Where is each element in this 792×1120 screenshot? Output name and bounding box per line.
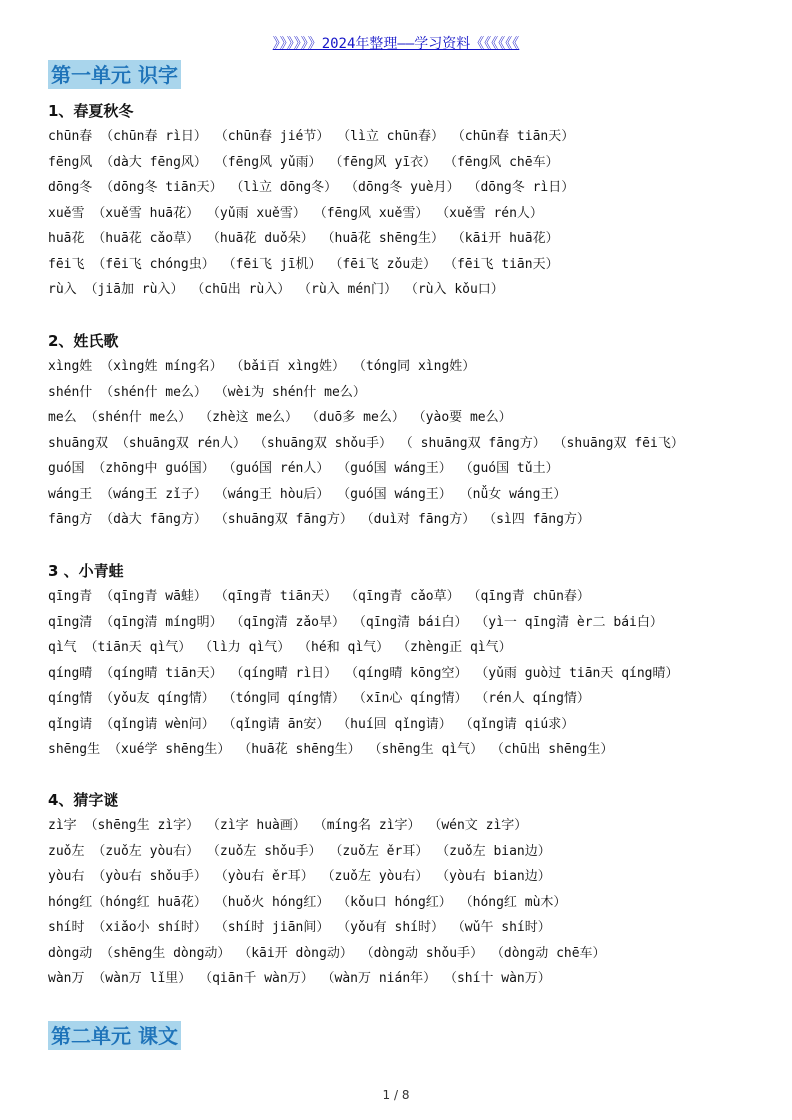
- vocab-line: zuǒ左 （zuǒ左 yòu右） （zuǒ左 shǒu手） （zuǒ左 ěr耳） （zuǒ左 bian边）: [48, 843, 551, 859]
- page-number: 1 / 8: [382, 1088, 410, 1102]
- vocab-line: qīng清 （qīng清 míng明） （qīng清 zǎo早） （qīng清 bái白） （yì一 qīng清 èr二 bái白）: [48, 614, 663, 630]
- vocab-line: wàn万 （wàn万 lǐ里） （qiān千 wàn万） （wàn万 nián年） （shí十 wàn万）: [48, 971, 551, 986]
- vocab-line: hóng红（hóng红 huā花） （huǒ火 hóng红） （kǒu口 hóng红） （hóng红 mù木）: [48, 894, 567, 910]
- section-title: 3 、小青蛙: [48, 562, 124, 580]
- page-header: 》》》》》》2024年整理——学习资料《《《《《《: [272, 36, 520, 52]
- vocab-line: shēng生 （xué学 shēng生） （huā花 shēng生） （shēng生 qì气） （chū出 shēng生）: [48, 742, 614, 757]
- vocab-line: guó国 （zhōng中 guó国） （guó国 rén人） （guó国 wáng王） （guó国 tǔ土）: [48, 461, 559, 476]
- vocab-line: xuě雪 （xuě雪 huā花） （yǔ雨 xuě雪） （fēng风 xuě雪） （xuě雪 rén人）: [48, 205, 543, 221]
- section-2: [48, 329, 768, 533]
- vocab-line: shuāng双 （shuāng双 rén人） （shuāng双 shǒu手） （ shuāng双 fāng方） （shuāng双 fēi飞）: [48, 435, 684, 451]
- vocab-line: dōng冬 （dōng冬 tiān天） （lì立 dōng冬） （dōng冬 yuè月） （dōng冬 rì日）: [48, 180, 575, 195]
- unit2-title: 第二单元 课文: [48, 1021, 181, 1050]
- vocab-line: dòng动 （shēng生 dòng动） （kāi开 dòng动） （dòng动 shǒu手） （dòng动 chē车）: [48, 945, 606, 961]
- vocab-line: rù入 （jiā加 rù入） （chū出 rù入） （rù入 mén门） （rù入 kǒu口）: [48, 282, 504, 297]
- vocab-line: shí时 （xiǎo小 shí时） （shí时 jiān间） （yǒu有 shí时） （wǔ午 shí时）: [48, 920, 551, 935]
- unit1-title: 第一单元 识字: [48, 60, 181, 89]
- section-title: 4、猜字谜: [48, 791, 119, 809]
- vocab-line: wáng王 （wáng王 zǐ子） （wáng王 hòu后） （guó国 wáng王） （nǚ女 wáng王）: [48, 486, 567, 502]
- vocab-line: me么 （shén什 me么） （zhè这 me么） （duō多 me么） （yào要 me么）: [48, 410, 512, 425]
- vocab-line: chūn春 （chūn春 rì日） （chūn春 jié节） （lì立 chūn春） （chūn春 tiān天）: [48, 129, 575, 144]
- vocab-line: qíng情 （yǒu友 qíng情） （tóng同 qíng情） （xīn心 qíng情） （rén人 qíng情）: [48, 691, 590, 706]
- vocab-line: fāng方 （dà大 fāng方） （shuāng双 fāng方） （duì对 fāng方） （sì四 fāng方）: [48, 512, 590, 527]
- section-4: [48, 788, 768, 992]
- section-1: [48, 99, 768, 303]
- vocab-line: xìng姓 （xìng姓 míng名） （bǎi百 xìng姓） （tóng同 xìng姓）: [48, 359, 476, 374]
- section-3: [48, 559, 768, 763]
- section-title: 1、春夏秋冬: [48, 102, 134, 120]
- vocab-line: qǐng请 （qǐng请 wèn问） （qǐng请 ān安） （huí回 qǐng请） （qǐng请 qiú求）: [48, 716, 575, 732]
- vocab-line: yòu右 （yòu右 shǒu手） （yòu右 ěr耳） （zuǒ左 yòu右） （yòu右 bian边）: [48, 869, 551, 884]
- section-title: 2、姓氏歌: [48, 332, 119, 350]
- vocab-line: qíng晴 （qíng晴 tiān天） （qíng晴 rì日） （qíng晴 kōng空） （yǔ雨 guò过 tiān天 qíng晴）: [48, 665, 679, 681]
- vocab-line: qì气 （tiān天 qì气） （lì力 qì气） （hé和 qì气） （zhèng正 qì气）: [48, 640, 512, 655]
- vocab-line: shén什 （shén什 me么） （wèi为 shén什 me么）: [48, 384, 366, 400]
- vocab-line: huā花 （huā花 cǎo草） （huā花 duǒ朵） （huā花 shēng生） （kāi开 huā花）: [48, 231, 559, 246]
- vocab-line: fēng风 （dà大 fēng风） （fēng风 yǔ雨） （fēng风 yī衣） （fēng风 chē车）: [48, 154, 559, 170]
- vocab-line: zì字 （shēng生 zì字） （zì字 huà画） （míng名 zì字） （wén文 zì字）: [48, 818, 528, 833]
- vocab-line: fēi飞 （fēi飞 chóng虫） （fēi飞 jī机） （fēi飞 zǒu走） （fēi飞 tiān天）: [48, 256, 559, 272]
- vocab-line: qīng青 （qīng青 wā蛙） （qīng青 tiān天） （qīng青 cǎo草） （qīng青 chūn春）: [48, 589, 590, 604]
